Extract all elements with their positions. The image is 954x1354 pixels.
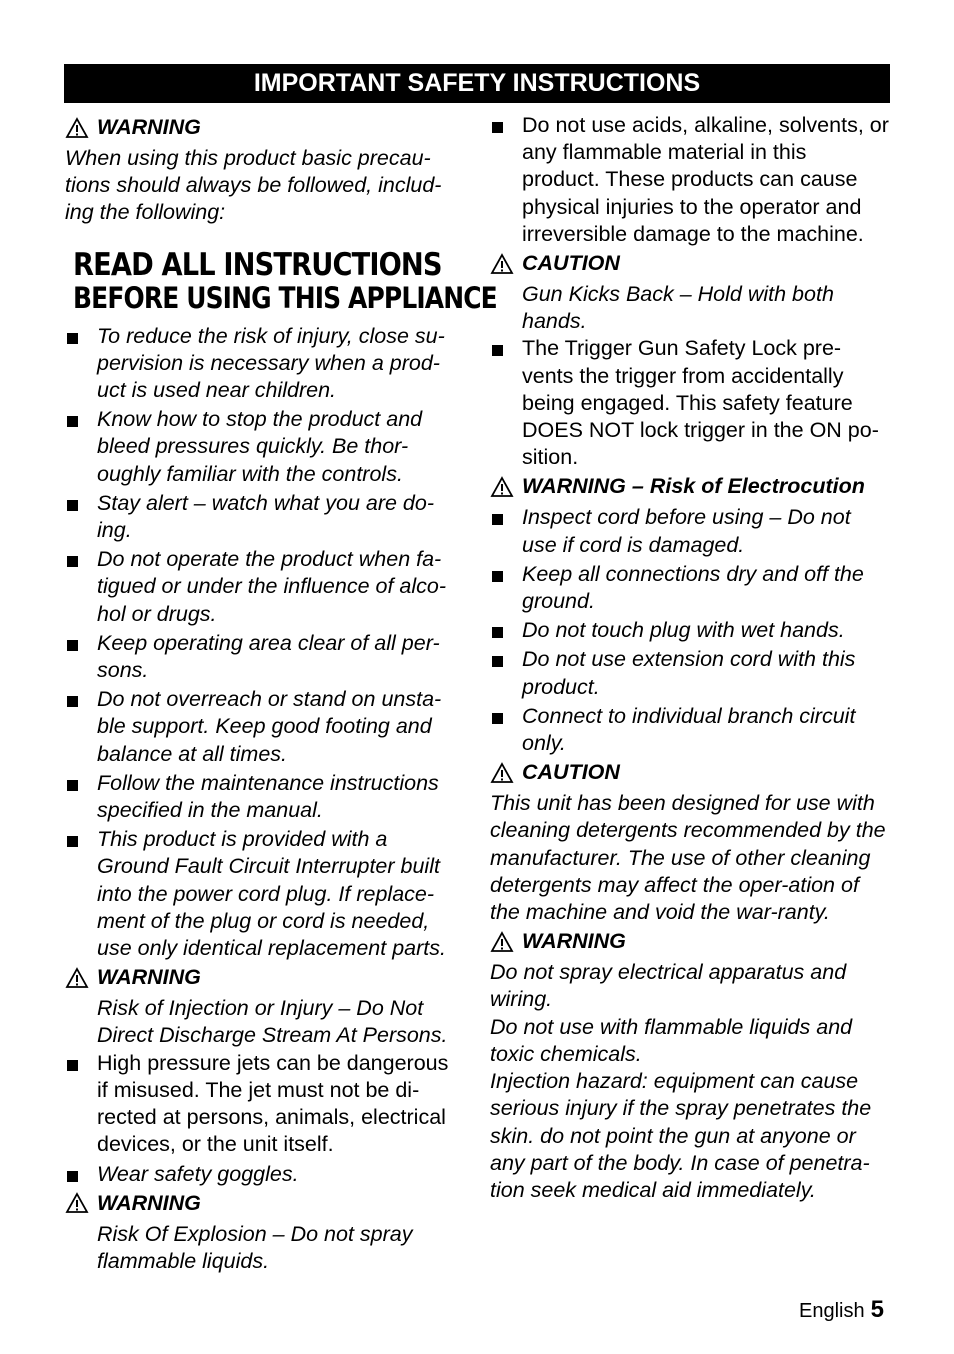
warning-text: Do not use with flammable liquids and toxic chemicals. — [490, 1014, 853, 1066]
caution-text: Gun Kicks Back – Hold with both hands. — [522, 282, 834, 334]
left-column — [65, 112, 497, 1275]
warning-heading — [490, 928, 890, 955]
list-item: Follow the maintenance instructions specified in the manual. — [65, 770, 465, 824]
right-column — [490, 112, 890, 1204]
list-item: Do not operate the product when fa-tigued or under the influence of alco-hol or drugs. — [65, 546, 465, 628]
caution-label: CAUTION — [522, 251, 620, 276]
warning-triangle-icon — [65, 117, 89, 139]
list-item: Do not use acids, alkaline, solvents, or any flammable material in this product. These products can cause physical injuries to the operator and irreversible damage to the machine. — [490, 112, 890, 248]
warning-text: Risk of Injection or Injury – Do Not Direct Discharge Stream At Persons. — [97, 996, 448, 1048]
page-number: 5 — [870, 1296, 884, 1323]
warning-text: Do not spray electrical apparatus and wiring. — [490, 960, 847, 1012]
list-item: Keep operating area clear of all per-sons. — [65, 630, 465, 684]
list-item: Do not touch plug with wet hands. — [490, 617, 890, 644]
footer-language: English — [799, 1300, 865, 1322]
warning-triangle-icon — [490, 476, 514, 498]
warning-heading — [65, 114, 465, 141]
list-item: Wear safety goggles. — [65, 1161, 465, 1188]
list-item: The Trigger Gun Safety Lock pre-vents the trigger from accidentally being engaged. This safety feature DOES NOT lock trigger in the ON po-sition. — [490, 335, 890, 471]
warning-heading — [65, 964, 465, 991]
list-item: This product is provided with a Ground Fault Circuit Interrupter built into the power cord plug. If replace-ment of the plug or cord is needed, use only identical replacement parts. — [65, 826, 465, 962]
warning-triangle-icon — [65, 967, 89, 989]
caution-text: This unit has been designed for use with cleaning detergents recommended by the manufacturer. The use of other cleaning detergents may affect the oper-ation of the machine and void the war-ranty. — [490, 791, 886, 925]
warning-triangle-icon — [490, 931, 514, 953]
warning-triangle-icon — [490, 253, 514, 275]
before-using-heading: BEFORE USING THIS APPLIANCE — [73, 280, 497, 315]
list-item: Inspect cord before using – Do not use if cord is damaged. — [490, 504, 890, 558]
list-item: To reduce the risk of injury, close su-pervision is necessary when a prod-uct is used near children. — [65, 323, 465, 405]
list-item: Keep all connections dry and off the ground. — [490, 561, 890, 615]
list-item: Stay alert – watch what you are do-ing. — [65, 490, 465, 544]
warning-heading — [65, 1190, 465, 1217]
warning-electrocution-heading — [490, 473, 890, 500]
warning-label: WARNING — [97, 115, 201, 139]
caution-heading — [490, 250, 890, 277]
list-item: Do not overreach or stand on unsta-ble support. Keep good footing and balance at all times. — [65, 686, 465, 768]
page-footer — [799, 1296, 884, 1325]
intro-text: When using this product basic precau-tions should always be followed, includ-ing the following: — [65, 146, 442, 225]
warning-label: WARNING — [522, 929, 626, 954]
caution-label: CAUTION — [522, 760, 620, 785]
list-item: High pressure jets can be dangerous if misused. The jet must not be di-rected at persons, animals, electrical devices, or the unit itself. — [65, 1050, 465, 1159]
warning-text: Risk Of Explosion – Do not spray flammable liquids. — [97, 1221, 413, 1273]
warning-label: WARNING – Risk of Electrocution — [522, 474, 865, 499]
warning-label: WARNING — [97, 1190, 201, 1215]
warning-text: Injection hazard: equipment can cause serious injury if the spray penetrates the skin. do not point the gun at anyone or any part of the body. In case of penetra-tion seek medical aid immediately. — [490, 1069, 872, 1202]
section-banner: IMPORTANT SAFETY INSTRUCTIONS — [64, 64, 890, 103]
warning-triangle-icon — [65, 1192, 89, 1214]
list-item: Do not use extension cord with this product. — [490, 646, 890, 700]
list-item: Know how to stop the product and bleed pressures quickly. Be thor-oughly familiar with the controls. — [65, 406, 465, 488]
caution-heading — [490, 759, 890, 786]
list-item: Connect to individual branch circuit only. — [490, 703, 890, 757]
warning-label: WARNING — [97, 965, 201, 990]
warning-triangle-icon — [490, 762, 514, 784]
read-all-instructions-heading: READ ALL INSTRUCTIONS — [73, 246, 442, 283]
